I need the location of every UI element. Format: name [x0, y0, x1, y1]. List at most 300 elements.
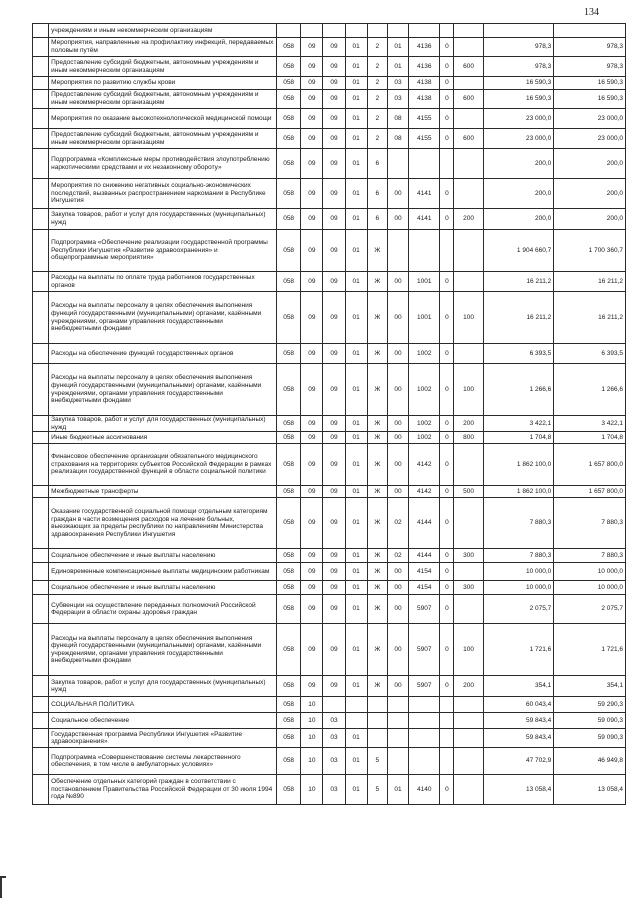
- row-code-cell-9: 200: [454, 209, 483, 230]
- row-code-cell-2: 10: [301, 713, 323, 729]
- table-row: [33, 292, 626, 344]
- row-code-cell-4: 01: [345, 344, 367, 364]
- row-code-cell-8: [440, 230, 454, 272]
- row-code-cell-8: 0: [440, 179, 454, 209]
- row-index-cell: [33, 129, 49, 149]
- table-row: [33, 676, 626, 697]
- row-code-cell-11: 1 266,6: [554, 364, 626, 416]
- row-code-cell-4: [345, 697, 367, 713]
- row-code-cell-8: [440, 149, 454, 179]
- row-code-cell-6: 00: [387, 595, 408, 624]
- row-code-cell-2: 09: [301, 624, 323, 676]
- row-code-cell-3: 09: [323, 486, 345, 498]
- row-index-cell: [33, 595, 49, 624]
- row-code-cell-4: 01: [345, 563, 367, 581]
- row-code-cell-2: 10: [301, 697, 323, 713]
- row-code-cell-7: 5907: [409, 595, 440, 624]
- table-row: [33, 24, 626, 38]
- row-code-cell-3: 09: [323, 38, 345, 57]
- row-code-cell-5: [367, 729, 387, 748]
- row-code-cell-6: 00: [387, 416, 408, 432]
- row-code-cell-9: 600: [454, 90, 483, 109]
- row-code-cell-8: 0: [440, 563, 454, 581]
- row-code-cell-4: 01: [345, 432, 367, 444]
- table-row: [33, 416, 626, 432]
- row-code-cell-5: 6: [367, 149, 387, 179]
- row-name-cell: Мероприятия по оказание высокотехнологической медицинской помощи: [49, 109, 277, 129]
- row-code-cell-9: [454, 697, 483, 713]
- row-code-cell-8: 0: [440, 581, 454, 595]
- budget-table: [32, 23, 626, 805]
- row-code-cell-6: 00: [387, 444, 408, 486]
- row-code-cell-4: 01: [345, 179, 367, 209]
- row-code-cell-2: 09: [301, 77, 323, 90]
- row-code-cell-5: 6: [367, 209, 387, 230]
- row-code-cell-1: 058: [277, 416, 301, 432]
- row-code-cell-8: 0: [440, 624, 454, 676]
- row-index-cell: [33, 624, 49, 676]
- row-code-cell-6: 02: [387, 549, 408, 563]
- row-code-cell-5: Ж: [367, 432, 387, 444]
- row-code-cell-8: [440, 697, 454, 713]
- table-row: [33, 498, 626, 549]
- row-code-cell-4: 01: [345, 748, 367, 775]
- row-code-cell-2: 09: [301, 179, 323, 209]
- row-code-cell-3: 09: [323, 416, 345, 432]
- row-code-cell-4: 01: [345, 77, 367, 90]
- row-code-cell-4: 01: [345, 292, 367, 344]
- row-code-cell-4: 01: [345, 364, 367, 416]
- row-code-cell-6: 08: [387, 109, 408, 129]
- row-code-cell-6: 01: [387, 38, 408, 57]
- page-number: 134: [584, 7, 599, 18]
- row-code-cell-8: 0: [440, 292, 454, 344]
- row-code-cell-6: 00: [387, 486, 408, 498]
- row-code-cell-1: 058: [277, 230, 301, 272]
- row-code-cell-3: 09: [323, 230, 345, 272]
- table-row: [33, 563, 626, 581]
- row-code-cell-1: 058: [277, 549, 301, 563]
- row-code-cell-5: 2: [367, 109, 387, 129]
- row-code-cell-11: 59 090,3: [554, 713, 626, 729]
- row-code-cell-2: 09: [301, 563, 323, 581]
- row-code-cell-10: 60 043,4: [483, 697, 554, 713]
- row-code-cell-6: 08: [387, 129, 408, 149]
- row-code-cell-10: 2 075,7: [483, 595, 554, 624]
- row-name-cell: Субвенции на осуществление переданных полномочий Российской Федерации в области охраны здоровья граждан: [49, 595, 277, 624]
- row-code-cell-11: [554, 24, 626, 38]
- row-code-cell-11: 2 075,7: [554, 595, 626, 624]
- row-code-cell-2: 10: [301, 748, 323, 775]
- row-code-cell-9: [454, 748, 483, 775]
- row-code-cell-11: 1 721,6: [554, 624, 626, 676]
- row-code-cell-8: 0: [440, 676, 454, 697]
- row-code-cell-8: 0: [440, 416, 454, 432]
- row-code-cell-2: 09: [301, 292, 323, 344]
- row-code-cell-4: [345, 713, 367, 729]
- table-row: [33, 149, 626, 179]
- table-row: [33, 775, 626, 805]
- row-code-cell-1: 058: [277, 364, 301, 416]
- row-code-cell-11: 59 090,3: [554, 729, 626, 748]
- row-code-cell-11: 3 422,1: [554, 416, 626, 432]
- row-code-cell-9: [454, 38, 483, 57]
- row-code-cell-8: 0: [440, 444, 454, 486]
- row-code-cell-9: [454, 149, 483, 179]
- row-code-cell-2: 09: [301, 129, 323, 149]
- row-name-cell: учреждениям и иным некоммерческим организациям: [49, 24, 277, 38]
- table-row: [33, 344, 626, 364]
- row-code-cell-1: 058: [277, 432, 301, 444]
- row-code-cell-9: 100: [454, 364, 483, 416]
- row-code-cell-11: 46 949,8: [554, 748, 626, 775]
- row-code-cell-10: 1 862 100,0: [483, 444, 554, 486]
- row-code-cell-1: 058: [277, 486, 301, 498]
- row-code-cell-5: Ж: [367, 230, 387, 272]
- row-code-cell-4: 01: [345, 416, 367, 432]
- row-code-cell-8: 0: [440, 486, 454, 498]
- row-code-cell-11: 1 700 360,7: [554, 230, 626, 272]
- row-code-cell-1: 058: [277, 697, 301, 713]
- row-code-cell-10: 978,3: [483, 57, 554, 77]
- row-index-cell: [33, 209, 49, 230]
- row-code-cell-1: 058: [277, 581, 301, 595]
- row-code-cell-4: 01: [345, 109, 367, 129]
- row-code-cell-7: 4140: [409, 775, 440, 805]
- row-code-cell-1: 058: [277, 209, 301, 230]
- row-code-cell-3: 09: [323, 563, 345, 581]
- row-code-cell-8: [440, 748, 454, 775]
- row-index-cell: [33, 179, 49, 209]
- row-code-cell-4: 01: [345, 272, 367, 292]
- row-code-cell-6: 02: [387, 498, 408, 549]
- row-code-cell-7: 4138: [409, 77, 440, 90]
- row-code-cell-9: 300: [454, 549, 483, 563]
- row-code-cell-10: 200,0: [483, 209, 554, 230]
- table-row: [33, 729, 626, 748]
- row-code-cell-6: [387, 230, 408, 272]
- row-code-cell-9: 800: [454, 432, 483, 444]
- row-code-cell-7: 4142: [409, 444, 440, 486]
- row-code-cell-9: 100: [454, 292, 483, 344]
- row-name-cell: Расходы на обеспечение функций государственных органов: [49, 344, 277, 364]
- row-code-cell-4: 01: [345, 38, 367, 57]
- row-code-cell-8: 0: [440, 344, 454, 364]
- row-code-cell-10: 7 880,3: [483, 498, 554, 549]
- row-name-cell: Мероприятия по снижению негативных социально-экономических последствий, вызванных распространением наркомании в Республике Ингушетия: [49, 179, 277, 209]
- row-code-cell-11: 10 000,0: [554, 581, 626, 595]
- row-name-cell: Социальное обеспечение и иные выплаты населению: [49, 581, 277, 595]
- row-code-cell-6: 01: [387, 57, 408, 77]
- row-code-cell-11: 200,0: [554, 149, 626, 179]
- row-code-cell-10: [483, 24, 554, 38]
- row-code-cell-7: 1002: [409, 432, 440, 444]
- row-code-cell-2: 09: [301, 549, 323, 563]
- row-code-cell-7: 4141: [409, 209, 440, 230]
- row-code-cell-11: 59 290,3: [554, 697, 626, 713]
- row-code-cell-10: 978,3: [483, 38, 554, 57]
- row-code-cell-1: 058: [277, 624, 301, 676]
- row-code-cell-6: 01: [387, 775, 408, 805]
- table-row: [33, 77, 626, 90]
- row-name-cell: Обеспечение отдельных категорий граждан в соответствии с постановлением Правительства Российской Федерации от 30 июля 1994 года №890: [49, 775, 277, 805]
- row-code-cell-10: 13 058,4: [483, 775, 554, 805]
- row-code-cell-7: 1001: [409, 292, 440, 344]
- row-code-cell-5: 6: [367, 179, 387, 209]
- row-index-cell: [33, 498, 49, 549]
- row-code-cell-3: 09: [323, 549, 345, 563]
- row-code-cell-3: 09: [323, 344, 345, 364]
- table-body: [33, 24, 626, 805]
- row-code-cell-11: 23 000,0: [554, 109, 626, 129]
- row-code-cell-9: [454, 498, 483, 549]
- row-code-cell-3: 09: [323, 581, 345, 595]
- row-code-cell-6: 03: [387, 77, 408, 90]
- row-code-cell-1: 058: [277, 77, 301, 90]
- row-name-cell: Межбюджетные трансферты: [49, 486, 277, 498]
- row-code-cell-9: [454, 24, 483, 38]
- row-code-cell-3: 03: [323, 729, 345, 748]
- row-code-cell-8: 0: [440, 498, 454, 549]
- row-code-cell-6: 00: [387, 364, 408, 416]
- row-code-cell-8: 0: [440, 549, 454, 563]
- table-row: [33, 748, 626, 775]
- row-code-cell-11: 1 704,8: [554, 432, 626, 444]
- row-code-cell-9: 500: [454, 486, 483, 498]
- row-code-cell-6: [387, 697, 408, 713]
- row-code-cell-10: 16 211,2: [483, 272, 554, 292]
- row-code-cell-7: 5907: [409, 676, 440, 697]
- row-code-cell-2: 09: [301, 676, 323, 697]
- row-name-cell: Иные бюджетные ассигнования: [49, 432, 277, 444]
- row-code-cell-7: 4136: [409, 57, 440, 77]
- row-name-cell: СОЦИАЛЬНАЯ ПОЛИТИКА: [49, 697, 277, 713]
- row-code-cell-6: 00: [387, 676, 408, 697]
- row-name-cell: Расходы на выплаты персоналу в целях обеспечения выполнения функций государственными (муниципальными) органами, казёнными учреждениями, органами управления государственными внебюджетными фондами: [49, 624, 277, 676]
- row-code-cell-1: 058: [277, 109, 301, 129]
- row-code-cell-6: 00: [387, 292, 408, 344]
- row-code-cell-1: 058: [277, 38, 301, 57]
- row-code-cell-7: [409, 230, 440, 272]
- row-code-cell-4: 01: [345, 549, 367, 563]
- row-code-cell-4: 01: [345, 581, 367, 595]
- row-code-cell-4: 01: [345, 90, 367, 109]
- row-code-cell-2: 09: [301, 90, 323, 109]
- row-code-cell-3: 09: [323, 179, 345, 209]
- row-index-cell: [33, 77, 49, 90]
- row-code-cell-2: 09: [301, 581, 323, 595]
- table-row: [33, 364, 626, 416]
- row-code-cell-2: 09: [301, 486, 323, 498]
- row-code-cell-5: 2: [367, 129, 387, 149]
- row-code-cell-8: 0: [440, 109, 454, 129]
- row-code-cell-1: 058: [277, 292, 301, 344]
- row-code-cell-7: 4136: [409, 38, 440, 57]
- row-code-cell-2: [301, 24, 323, 38]
- row-code-cell-5: Ж: [367, 624, 387, 676]
- row-name-cell: Социальное обеспечение и иные выплаты населению: [49, 549, 277, 563]
- row-code-cell-9: [454, 444, 483, 486]
- table-row: [33, 432, 626, 444]
- row-code-cell-6: 00: [387, 624, 408, 676]
- row-code-cell-1: 058: [277, 90, 301, 109]
- row-code-cell-1: 058: [277, 149, 301, 179]
- row-code-cell-2: 09: [301, 209, 323, 230]
- row-code-cell-6: 00: [387, 344, 408, 364]
- row-code-cell-4: 01: [345, 729, 367, 748]
- row-code-cell-9: [454, 179, 483, 209]
- row-name-cell: Финансовое обеспечение организации обязательного медицинского страхования на территориях субъектов Российской Федерации в рамках реализации государственной функций в области социальной политики: [49, 444, 277, 486]
- row-index-cell: [33, 432, 49, 444]
- table-row: [33, 38, 626, 57]
- row-index-cell: [33, 230, 49, 272]
- table-row: [33, 90, 626, 109]
- row-code-cell-10: 1 904 660,7: [483, 230, 554, 272]
- row-code-cell-1: 058: [277, 129, 301, 149]
- corner-mark: [0, 876, 6, 898]
- row-code-cell-5: 2: [367, 57, 387, 77]
- row-code-cell-8: 0: [440, 77, 454, 90]
- row-code-cell-7: [409, 24, 440, 38]
- table-row: [33, 109, 626, 129]
- row-code-cell-8: 0: [440, 272, 454, 292]
- row-index-cell: [33, 416, 49, 432]
- row-code-cell-3: 09: [323, 676, 345, 697]
- row-name-cell: Предоставление субсидий бюджетным, автономным учреждениям и иным некоммерческим организациям: [49, 129, 277, 149]
- row-code-cell-6: 03: [387, 90, 408, 109]
- row-code-cell-7: 4154: [409, 563, 440, 581]
- row-code-cell-11: 16 211,2: [554, 292, 626, 344]
- row-code-cell-11: 16 590,3: [554, 90, 626, 109]
- row-code-cell-4: 01: [345, 149, 367, 179]
- row-index-cell: [33, 24, 49, 38]
- row-code-cell-10: 47 702,9: [483, 748, 554, 775]
- row-name-cell: Социальное обеспечение: [49, 713, 277, 729]
- row-code-cell-11: 16 590,3: [554, 77, 626, 90]
- row-code-cell-7: 1002: [409, 344, 440, 364]
- row-code-cell-3: 09: [323, 149, 345, 179]
- row-code-cell-11: 354,1: [554, 676, 626, 697]
- row-code-cell-2: 10: [301, 729, 323, 748]
- row-index-cell: [33, 109, 49, 129]
- row-code-cell-3: [323, 24, 345, 38]
- row-code-cell-3: 03: [323, 713, 345, 729]
- row-code-cell-3: 09: [323, 292, 345, 344]
- row-code-cell-10: 59 843,4: [483, 729, 554, 748]
- row-code-cell-11: 200,0: [554, 209, 626, 230]
- row-code-cell-6: 00: [387, 581, 408, 595]
- row-code-cell-10: 7 880,3: [483, 549, 554, 563]
- row-code-cell-3: 09: [323, 624, 345, 676]
- row-code-cell-2: 09: [301, 595, 323, 624]
- row-name-cell: Подпрограмма «Обеспечение реализации государственной программы Республики Ингушетия «Развитие здравоохранения» и общепрограммные мероприятия»: [49, 230, 277, 272]
- row-code-cell-9: [454, 272, 483, 292]
- row-name-cell: Государственная программа Республики Ингушетия «Развитие здравоохранения»: [49, 729, 277, 748]
- table-row: [33, 549, 626, 563]
- row-code-cell-1: 058: [277, 713, 301, 729]
- row-code-cell-1: 058: [277, 179, 301, 209]
- row-code-cell-9: 200: [454, 416, 483, 432]
- row-code-cell-2: 09: [301, 272, 323, 292]
- row-code-cell-7: 1001: [409, 272, 440, 292]
- row-code-cell-4: 01: [345, 624, 367, 676]
- row-code-cell-5: Ж: [367, 292, 387, 344]
- row-index-cell: [33, 775, 49, 805]
- row-code-cell-11: 978,3: [554, 57, 626, 77]
- row-code-cell-11: 23 000,0: [554, 129, 626, 149]
- row-code-cell-8: 0: [440, 209, 454, 230]
- row-code-cell-9: 100: [454, 624, 483, 676]
- row-code-cell-2: 09: [301, 498, 323, 549]
- row-name-cell: Предоставление субсидий бюджетным, автономным учреждениям и иным некоммерческим организациям: [49, 90, 277, 109]
- row-code-cell-7: 4142: [409, 486, 440, 498]
- row-code-cell-7: 4144: [409, 549, 440, 563]
- row-code-cell-8: [440, 24, 454, 38]
- row-code-cell-11: 13 058,4: [554, 775, 626, 805]
- row-code-cell-11: 10 000,0: [554, 563, 626, 581]
- row-index-cell: [33, 444, 49, 486]
- row-code-cell-9: 200: [454, 676, 483, 697]
- row-code-cell-5: Ж: [367, 272, 387, 292]
- row-index-cell: [33, 292, 49, 344]
- table-row: [33, 230, 626, 272]
- table-row: [33, 57, 626, 77]
- table-row: [33, 581, 626, 595]
- row-code-cell-5: Ж: [367, 563, 387, 581]
- row-code-cell-4: 01: [345, 486, 367, 498]
- row-code-cell-6: 00: [387, 563, 408, 581]
- row-index-cell: [33, 748, 49, 775]
- row-code-cell-2: 09: [301, 38, 323, 57]
- row-code-cell-10: 200,0: [483, 179, 554, 209]
- row-code-cell-6: [387, 748, 408, 775]
- row-code-cell-3: 09: [323, 364, 345, 416]
- row-index-cell: [33, 364, 49, 416]
- row-code-cell-2: 09: [301, 444, 323, 486]
- row-code-cell-2: 09: [301, 364, 323, 416]
- row-code-cell-5: 5: [367, 748, 387, 775]
- row-code-cell-7: 4155: [409, 109, 440, 129]
- row-code-cell-4: 01: [345, 209, 367, 230]
- row-code-cell-3: 09: [323, 272, 345, 292]
- row-code-cell-8: 0: [440, 775, 454, 805]
- row-code-cell-9: [454, 344, 483, 364]
- row-code-cell-3: 09: [323, 57, 345, 77]
- row-code-cell-9: [454, 77, 483, 90]
- row-name-cell: Расходы на выплаты персоналу в целях обеспечения выполнения функций государственными (муниципальными) органами, казёнными учреждениями, органами управления государственными внебюджетными фондами: [49, 364, 277, 416]
- row-code-cell-11: 200,0: [554, 179, 626, 209]
- row-code-cell-5: Ж: [367, 581, 387, 595]
- row-code-cell-3: 09: [323, 90, 345, 109]
- row-index-cell: [33, 149, 49, 179]
- row-code-cell-2: 09: [301, 344, 323, 364]
- row-code-cell-10: 16 590,3: [483, 77, 554, 90]
- row-code-cell-5: Ж: [367, 549, 387, 563]
- row-code-cell-4: 01: [345, 57, 367, 77]
- row-code-cell-10: 354,1: [483, 676, 554, 697]
- table-row: [33, 624, 626, 676]
- row-index-cell: [33, 344, 49, 364]
- row-code-cell-5: Ж: [367, 498, 387, 549]
- row-code-cell-5: Ж: [367, 364, 387, 416]
- row-code-cell-2: 09: [301, 57, 323, 77]
- row-code-cell-9: [454, 230, 483, 272]
- row-index-cell: [33, 90, 49, 109]
- row-code-cell-11: 6 393,5: [554, 344, 626, 364]
- row-code-cell-9: 600: [454, 57, 483, 77]
- row-code-cell-1: [277, 24, 301, 38]
- row-code-cell-8: 0: [440, 90, 454, 109]
